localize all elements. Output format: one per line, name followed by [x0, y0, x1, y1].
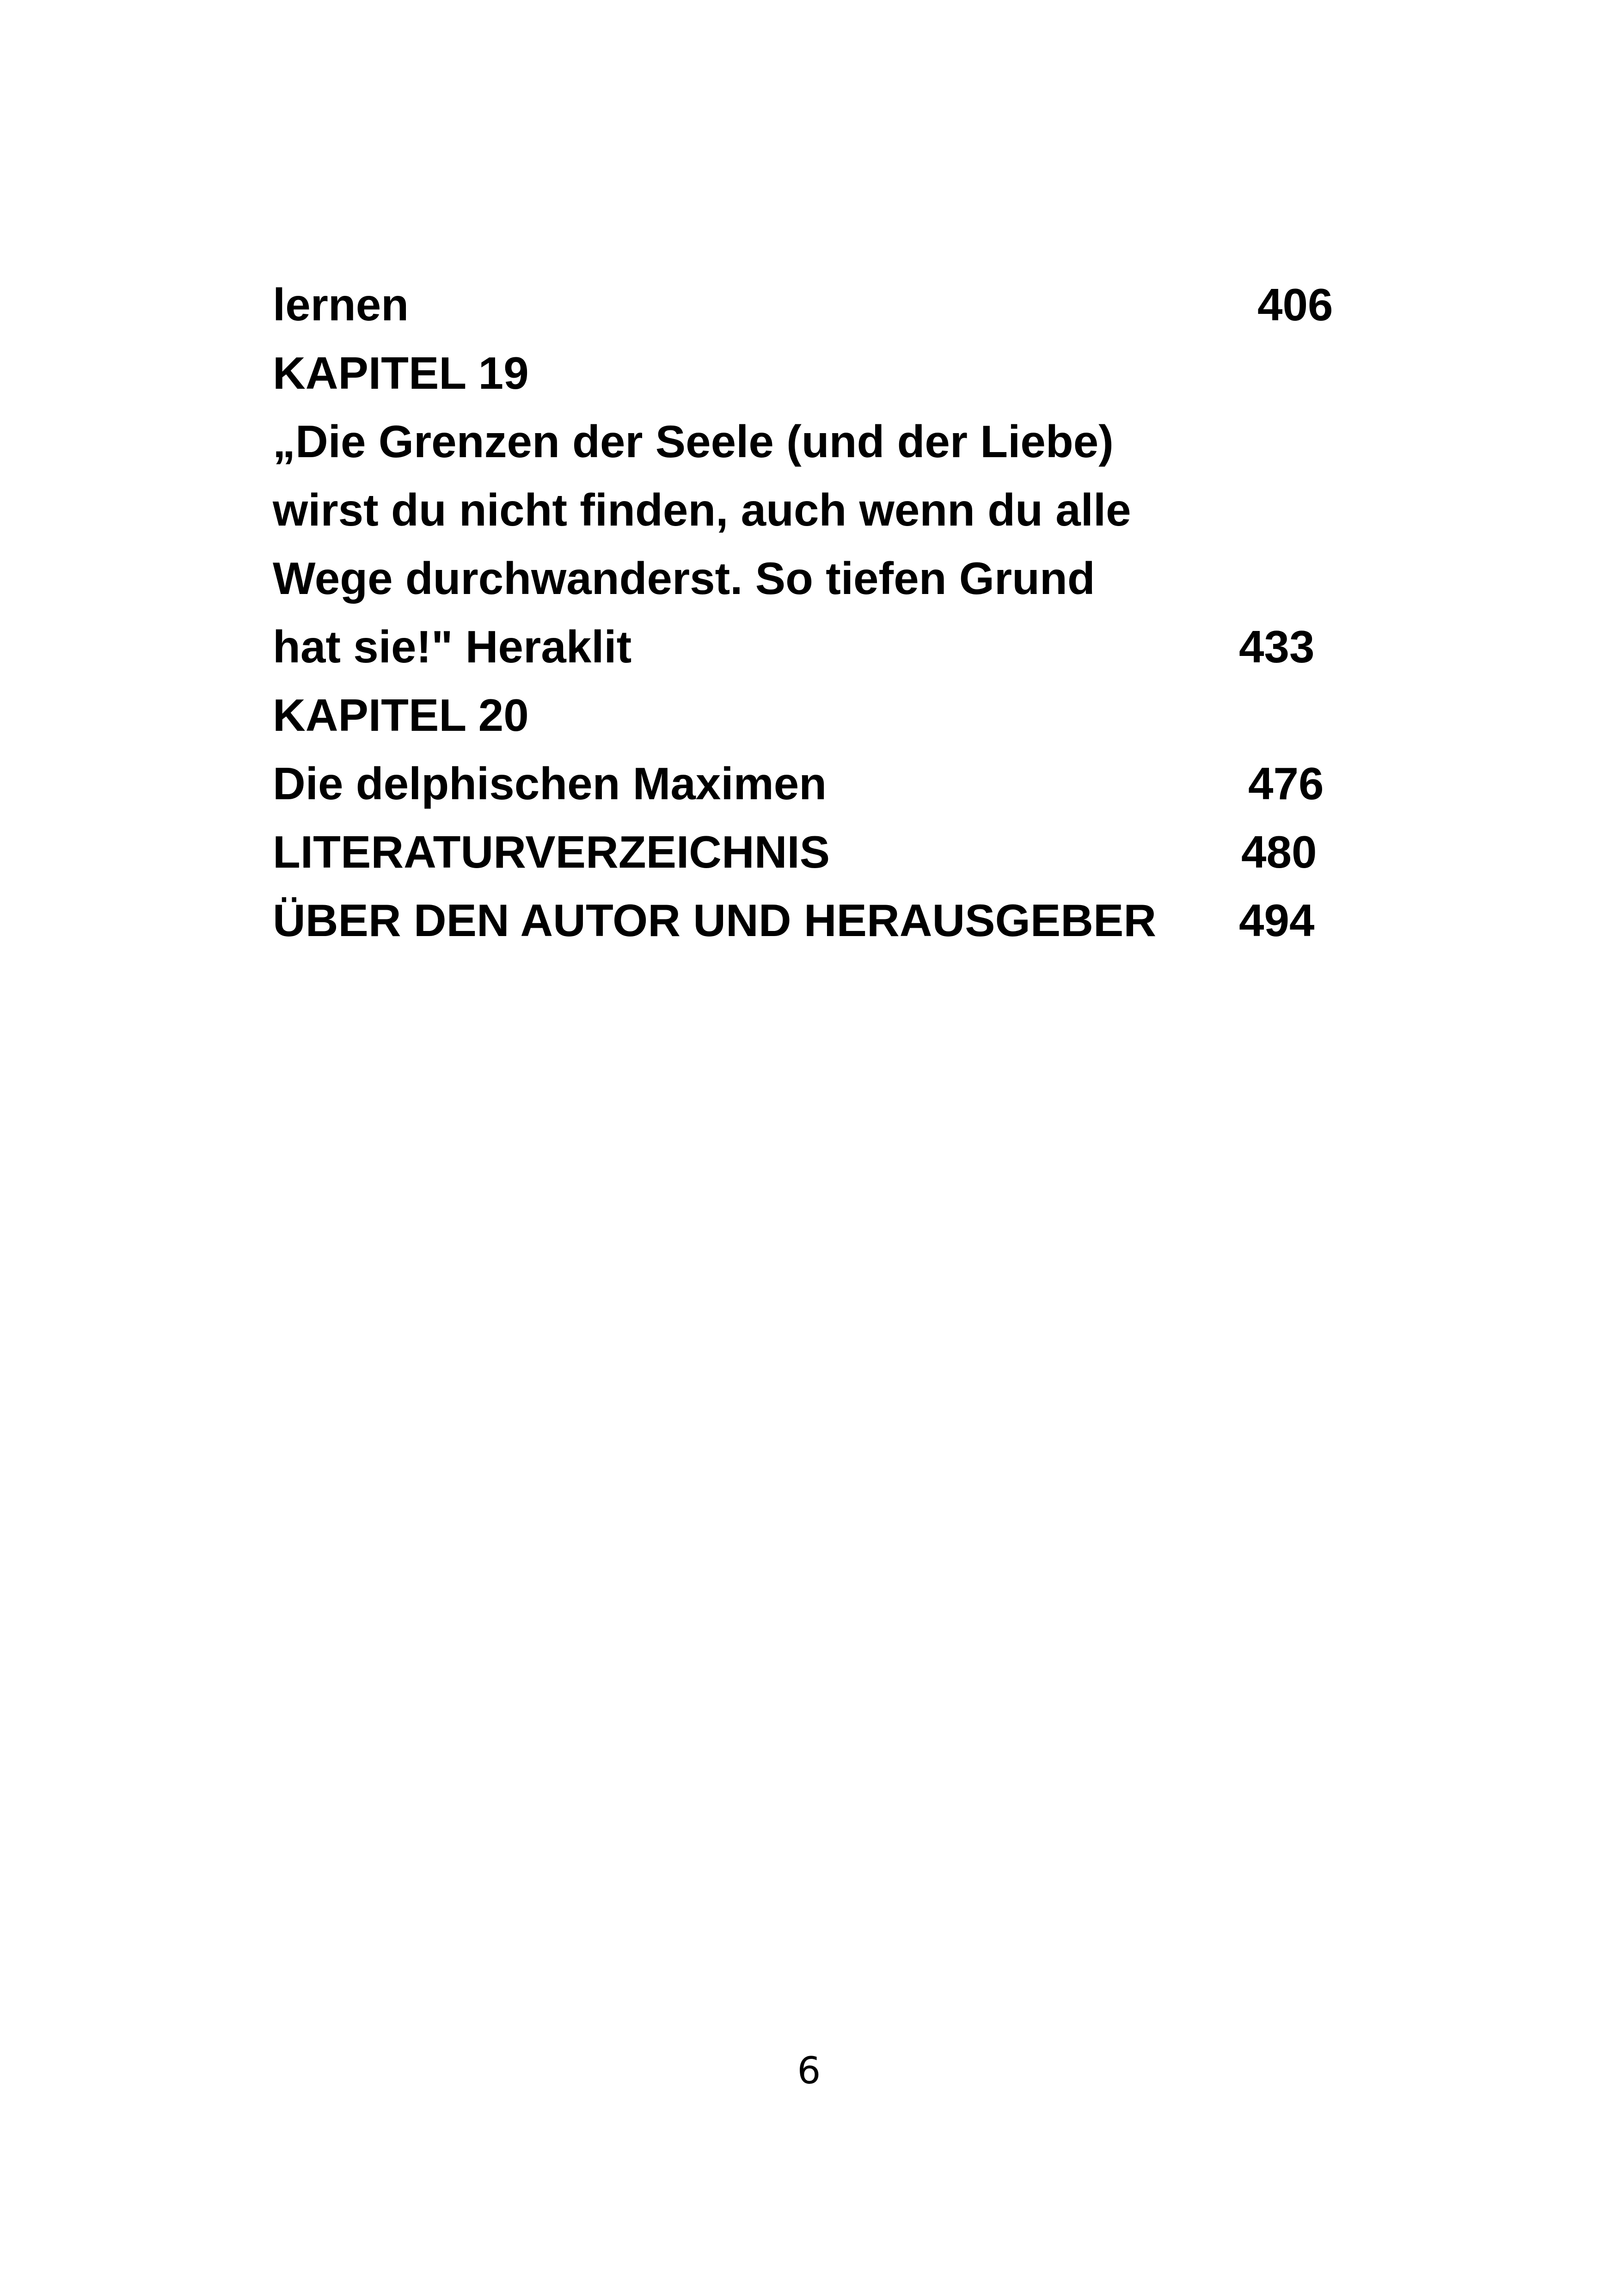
toc-entry — [273, 270, 1382, 339]
toc-entry-page: 406 — [1257, 279, 1333, 330]
table-of-contents — [273, 270, 1382, 955]
toc-entry-title: ÜBER DEN AUTOR UND HERAUSGEBER — [273, 895, 1157, 946]
page-number: 6 — [797, 2049, 821, 2092]
toc-entry-title: Wege durchwanderst. So tiefen Grund — [273, 553, 1095, 604]
toc-entry-title: lernen — [273, 279, 409, 330]
toc-entry-page: 433 — [1239, 621, 1315, 672]
toc-entry-title: KAPITEL 20 — [273, 690, 529, 741]
toc-entry — [273, 407, 1382, 476]
toc-entry-title: Die delphischen Maximen — [273, 758, 827, 809]
toc-entry-page: 476 — [1248, 758, 1324, 809]
toc-entry — [273, 612, 1382, 681]
toc-entry-title: KAPITEL 19 — [273, 348, 529, 398]
toc-entry-title: LITERATURVERZEICHNIS — [273, 827, 830, 877]
toc-entry-title: „Die Grenzen der Seele (und der Liebe) — [273, 416, 1114, 467]
toc-entry — [273, 749, 1382, 818]
toc-entry — [273, 544, 1382, 612]
toc-entry-title: wirst du nicht finden, auch wenn du alle — [273, 484, 1131, 535]
toc-entry-page: 494 — [1239, 895, 1315, 946]
toc-chapter-heading — [273, 681, 1382, 749]
toc-entry-page: 480 — [1241, 827, 1317, 877]
toc-chapter-heading — [273, 339, 1382, 407]
toc-entry-title: hat sie!" Heraklit — [273, 621, 632, 672]
toc-entry — [273, 818, 1382, 886]
toc-entry — [273, 886, 1382, 955]
toc-entry — [273, 476, 1382, 544]
